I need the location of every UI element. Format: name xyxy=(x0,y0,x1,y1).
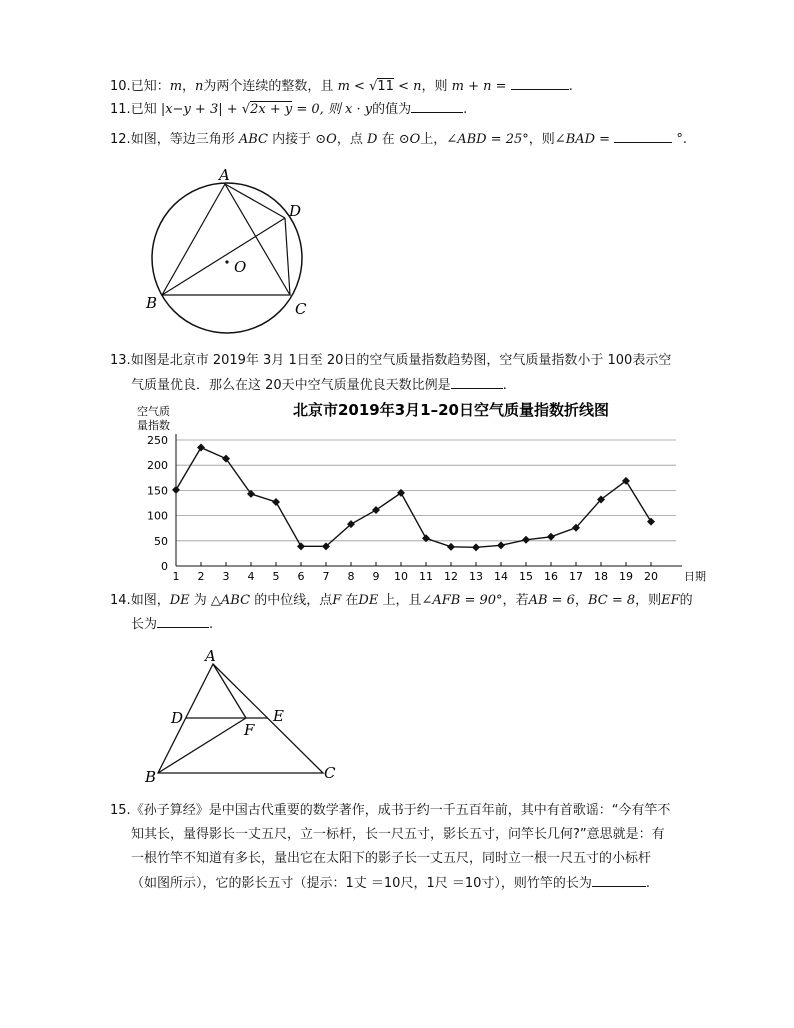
x-tick-label: 7 xyxy=(322,570,330,583)
point-name: F xyxy=(332,593,342,608)
less-than: < xyxy=(398,79,409,94)
circle-figure xyxy=(140,160,320,320)
y-tick-label: 200 xyxy=(147,459,168,473)
q14-text: ，则 xyxy=(635,593,662,608)
aqi-series xyxy=(172,444,655,552)
sqrt-expression xyxy=(369,78,394,94)
period: . xyxy=(463,102,468,117)
circle-symbol: ⊙O xyxy=(315,132,337,147)
question-number: 12. xyxy=(110,132,131,147)
var-m: m xyxy=(169,79,183,94)
x-tick-label: 18 xyxy=(594,570,608,583)
radicand: 11 xyxy=(377,79,394,94)
data-point xyxy=(472,543,480,551)
label-d: D xyxy=(289,202,302,220)
axes xyxy=(147,434,706,583)
segment-bd xyxy=(162,218,285,295)
question-14-line2 xyxy=(131,614,213,634)
question-number: 13. xyxy=(110,353,131,368)
var-n: n xyxy=(195,79,204,94)
question-number: 10. xyxy=(110,79,131,94)
question-13 xyxy=(110,352,671,370)
sqrt-expression xyxy=(242,101,292,117)
q14-text: 的 xyxy=(679,593,693,608)
sqrt-symbol: √ xyxy=(369,79,378,94)
q15-text: 《孙子算经》是中国古代重要的数学著作，成书于约一千五百年前，其中有首歌谣：“今有竿不 xyxy=(130,803,671,818)
data-point xyxy=(522,536,530,544)
question-15-line2 xyxy=(131,826,665,844)
answer-blank[interactable] xyxy=(511,76,569,90)
x-tick-label: 15 xyxy=(519,570,533,583)
period: . xyxy=(209,617,214,632)
question-14 xyxy=(110,592,693,610)
x-tick-label: 3 xyxy=(222,570,230,583)
circle-o xyxy=(152,183,302,333)
data-point xyxy=(172,486,180,494)
x-tick-label: 9 xyxy=(372,570,380,583)
y-tick-label: 250 xyxy=(147,434,168,447)
answer-blank[interactable] xyxy=(614,129,672,143)
x-tick-label: 14 xyxy=(494,570,508,583)
q13-text: 气质量优良．那么在这 20天中空气质量优良天数比例是 xyxy=(131,378,451,393)
data-point xyxy=(372,506,380,514)
segment-name: DE xyxy=(169,593,190,608)
x-tick-label: 5 xyxy=(272,570,280,583)
data-point xyxy=(297,542,305,550)
q15-text: （如图所示），它的影长五寸（提示：1丈 ＝10尺，1尺 ＝10寸），则竹竿的长为 xyxy=(131,876,592,891)
q12-text: 在 xyxy=(381,132,395,147)
y-tick-label: 100 xyxy=(147,509,168,523)
q12-text: 上， xyxy=(420,132,447,147)
label-e: E xyxy=(273,707,284,725)
question-15-line3 xyxy=(131,850,651,868)
triangle-name: ABC xyxy=(238,132,268,147)
y-tick-label: 0 xyxy=(161,560,168,573)
label-c: C xyxy=(324,764,336,782)
data-point xyxy=(447,543,455,551)
question-12 xyxy=(110,129,687,149)
angle-expression: ∠BAD = xyxy=(554,132,611,147)
x-tick-label: 1 xyxy=(172,570,180,583)
triangle-name: △ABC xyxy=(210,593,251,608)
segment-name: DE xyxy=(358,593,379,608)
q11-text: 已知 xyxy=(130,102,157,117)
data-point xyxy=(197,444,205,452)
x-tick-label: 13 xyxy=(469,570,483,583)
data-point xyxy=(272,498,280,506)
label-b: B xyxy=(145,768,157,786)
question-11 xyxy=(110,99,467,119)
center-point xyxy=(225,260,228,263)
q13-text: 如图是北京市 2019年 3月 1日至 20日的空气质量指数趋势图，空气质量指数小于 100表示空 xyxy=(130,353,672,368)
answer-blank[interactable] xyxy=(592,873,646,887)
x-tick-label: 4 xyxy=(247,570,255,583)
x-tick-label: 6 xyxy=(297,570,305,583)
question-15 xyxy=(110,802,670,820)
answer-blank[interactable] xyxy=(411,99,463,113)
y-tick-label: 150 xyxy=(147,484,168,498)
q14-text: 上，且 xyxy=(382,593,422,608)
y-axis-label: 量指数 xyxy=(137,419,170,432)
q15-text: 一根竹竿不知道有多长，量出它在太阳下的影子长一丈五尺，同时立一根一尺五寸的小标杆 xyxy=(131,851,652,866)
triangle-figure xyxy=(140,646,340,786)
q12-text: 内接于 xyxy=(272,132,312,147)
question-15-line4 xyxy=(131,873,650,893)
q12-text: ，则 xyxy=(528,132,555,147)
equation-part: = 0, 则 xyxy=(296,102,341,117)
question-10 xyxy=(110,76,573,96)
var-m: m xyxy=(337,79,350,94)
label-a: A xyxy=(219,166,230,184)
x-tick-label: 10 xyxy=(394,570,408,583)
q14-text: 如图， xyxy=(130,593,170,608)
period: . xyxy=(645,876,651,891)
x-tick-label: 17 xyxy=(569,570,583,583)
y-axis-label: 空气质 xyxy=(137,405,170,418)
q12-text: 如图，等边三角形 xyxy=(130,132,235,147)
point-name: D xyxy=(367,132,378,147)
label-b: B xyxy=(146,294,158,312)
x-axis-label: 日期 xyxy=(684,570,706,583)
circle-symbol: ⊙O xyxy=(398,132,421,147)
question-number: 15. xyxy=(110,803,131,818)
q14-text: 为 xyxy=(193,593,207,608)
q12-text: ，点 xyxy=(336,132,363,147)
data-point xyxy=(497,541,505,549)
less-than: < xyxy=(354,79,365,94)
radicand: 2x + y xyxy=(250,102,293,117)
label-c: C xyxy=(295,300,307,318)
plus-sign: + xyxy=(226,102,238,117)
var-n: n xyxy=(413,79,422,94)
x-tick-label: 19 xyxy=(619,570,633,583)
segment-dc xyxy=(285,218,290,295)
series-line xyxy=(176,448,651,548)
q14-text: 长为 xyxy=(131,617,158,632)
question-number: 14. xyxy=(110,593,131,608)
x-tick-label: 8 xyxy=(347,570,355,583)
period: . xyxy=(502,378,507,393)
q14-text: ，若 xyxy=(502,593,529,608)
q15-text: 知其长，量得影长一丈五尺，立一标杆，长一尺五寸，影长五寸，问竿长几何?”意思就是：有 xyxy=(131,827,665,842)
length-expression: AB = 6 xyxy=(528,593,575,608)
angle-expression: ∠AFB = 90° xyxy=(421,593,503,608)
x-tick-label: 16 xyxy=(544,570,558,583)
expression: x · y xyxy=(345,102,373,117)
label-f: F xyxy=(244,721,255,739)
aqi-line-chart xyxy=(128,398,706,584)
comma: ， xyxy=(574,593,588,608)
question-13-line2 xyxy=(131,375,507,395)
answer-blank[interactable] xyxy=(157,614,209,628)
q10-text: 为两个连续的整数，且 xyxy=(203,79,334,94)
x-tick-label: 11 xyxy=(419,570,433,583)
q10-text: 已知： xyxy=(130,79,170,94)
x-tick-label: 2 xyxy=(197,570,205,583)
label-a: A xyxy=(205,647,216,665)
q11-text: 的值为 xyxy=(372,102,412,117)
degree-period: °. xyxy=(676,132,688,147)
q10-text: ，则 xyxy=(421,79,448,94)
length-expression: BC = 8 xyxy=(587,593,636,608)
q14-text: 的中位线，点 xyxy=(254,593,333,608)
period: . xyxy=(568,79,573,94)
x-tick-label: 20 xyxy=(644,570,658,583)
x-tick-label: 12 xyxy=(444,570,458,583)
label-d: D xyxy=(171,709,184,727)
angle-expression: ∠ABD = 25° xyxy=(446,132,529,147)
y-tick-label: 50 xyxy=(154,534,168,548)
question-number: 11. xyxy=(110,102,131,117)
data-point xyxy=(647,518,655,526)
triangle-abc xyxy=(162,184,290,295)
q14-text: 在 xyxy=(345,593,359,608)
label-o: O xyxy=(234,258,247,276)
absolute-value-expression: |x−y + 3| xyxy=(160,102,223,117)
expression: m + n = xyxy=(451,79,507,94)
answer-blank[interactable] xyxy=(451,375,503,389)
segment-name: EF xyxy=(661,593,680,608)
sqrt-symbol: √ xyxy=(241,102,251,117)
data-point xyxy=(547,533,555,541)
q10-sep: ， xyxy=(182,79,196,94)
chart-title: 北京市2019年3月1–20日空气质量指数折线图 xyxy=(293,401,609,419)
